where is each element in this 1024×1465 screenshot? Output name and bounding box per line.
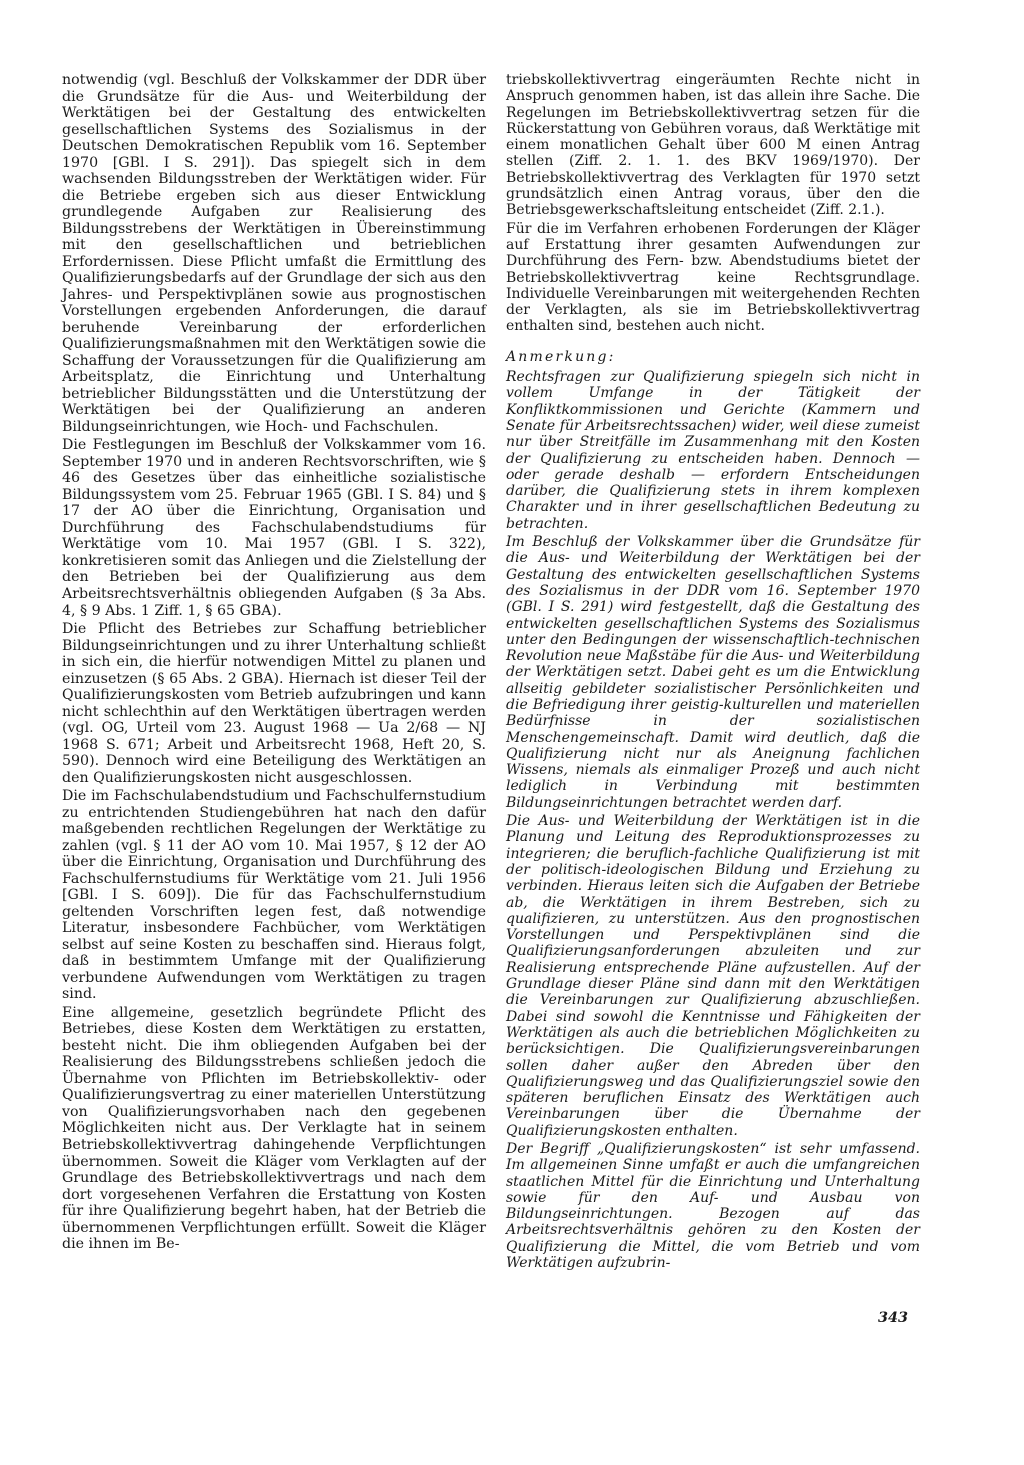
annotation-paragraph: Der Begriff „Qualifizierungskosten“ ist sehr umfassend. Im allgemeinen Sinne umfaßt er auch die umfangreichen staatlichen Mittel für die Einrichtung und Unterhaltung sowie für den Auf- und Ausbau von Bildungseinrichtungen. Bezogen auf das Arbeitsrechtsverhältnis gehören zu den Kosten der Qualifizierung die Mittel, die vom Betrieb und vom Werktätigen aufzubrin- <box>506 1141 920 1272</box>
paragraph: Die Pflicht des Betriebes zur Schaffung betrieblicher Bildungseinrichtungen und zu ihrer Unterhaltung schließt in sich ein, die hierfür notwendigen Mittel zu planen und einzusetzen (§ 65 Abs. 2 GBA). Hiernach ist dieser Teil der Qualifizierungskosten vom Betrieb aufzubringen und kann nicht schlechthin auf den Werktätigen übertragen werden (vgl. OG, Urteil vom 23. August 1968 — Ua 2/68 — NJ 1968 S. 671; Arbeit und Arbeitsrecht 1968, Heft 20, S. 590). Dennoch wird eine Beteiligung des Werktätigen an den Qualifizierungskosten nicht ausgeschlossen. <box>62 621 486 786</box>
annotation-heading: Anmerkung: <box>506 348 616 365</box>
right-column <box>506 72 920 1273</box>
annotation-paragraph: Die Aus- und Weiterbildung der Werktätigen ist in die Planung und Leitung des Reproduktionsprozesses zu integrieren; die beruflich-fachliche Qualifizierung ist mit der politisch-ideologischen Bildung und Erziehung zu verbinden. Hieraus leiten sich die Aufgaben der Betriebe ab, die Werktätigen in ihrem Bestreben, sich zu qualifizieren, zu unterstützen. Aus den prognostischen Vorstellungen und Perspektivplänen sind die Qualifizierungsanforderungen abzuleiten und zur Realisierung entsprechende Pläne aufzustellen. Auf der Grundlage dieser Pläne sind dann mit den Werktätigen die Vereinbarungen zur Qualifizierung abzuschließen. Dabei sind sowohl die Kenntnisse und Fähigkeiten der Werktätigen als auch die betrieblichen Möglichkeiten zu berücksichtigen. Die Qualifizierungsvereinbarungen sollen daher außer den Abreden über den Qualifizierungsweg und das Qualifizierungsziel sowie den späteren beruflichen Einsatz des Werktätigen auch Vereinbarungen über die Übernahme der Qualifizierungskosten enthalten. <box>506 813 920 1139</box>
paragraph: Eine allgemeine, gesetzlich begründete Pflicht des Betriebes, diese Kosten dem Werktätigen zu erstatten, besteht nicht. Die ihm obliegenden Aufgaben bei der Realisierung des Bildungsstrebens schließen jedoch die Übernahme von Pflichten im Betriebskollektiv- oder Qualifizierungsvertrag zu einer materiellen Unterstützung von Qualifizierungsvorhaben nach den gegebenen Möglichkeiten nicht aus. Der Verklagte hat in seinem Betriebskollektivvertrag dahingehende Verpflichtungen übernommen. Soweit die Kläger vom Verklagten auf der Grundlage des Betriebskollektivvertrags und nach dem dort vorgesehenen Verfahren die Erstattung von Kosten für ihre Qualifizierung begehrt haben, hat der Betrieb die übernommenen Verpflichtungen erfüllt. Soweit die Kläger die ihnen im Be- <box>62 1004 486 1253</box>
annotation-paragraph: Im Beschluß der Volkskammer über die Grundsätze für die Aus- und Weiterbildung der Werktätigen bei der Gestaltung des entwickelten gesellschaftlichen Systems des Sozialismus in der DDR vom 16. September 1970 (GBl. I S. 291) wird festgestellt, daß die Gestaltung des entwickelten gesellschaftlichen Systems des Sozialismus unter den Bedingungen der wissenschaftlich-technischen Revolution neue Maßstäbe für die Aus- und Weiterbildung der Werktätigen setzt. Dabei geht es um die Entwicklung allseitig gebildeter sozialistischer Persönlichkeiten und die Befriedigung ihrer geistig-kulturellen und materiellen Bedürfnisse in der sozialistischen Menschengemeinschaft. Damit wird deutlich, daß die Qualifizierung nicht nur als Aneignung fachlichen Wissens, niemals als einmaliger Prozeß und auch nicht lediglich in Verbindung mit bestimmten Bildungseinrichtungen betrachtet werden darf. <box>506 534 920 811</box>
paragraph: Die Festlegungen im Beschluß der Volkskammer vom 16. September 1970 und in anderen Rechtsvorschriften, wie § 46 des Gesetzes über das einheitliche sozialistische Bildungssystem vom 25. Februar 1965 (GBl. I S. 84) und § 17 der AO über die Einrichtung, Organisation und Durchführung des Fachschulabendstudiums für Werktätige vom 10. Mai 1957 (GBl. I S. 322), konkretisieren somit das Anliegen und die Zielstellung der den Betrieben bei der Qualifizierung aus dem Arbeitsrechtsverhältnis obliegenden Aufgaben (§ 3a Abs. 4, § 9 Abs. 1 Ziff. 1, § 65 GBA). <box>62 437 486 619</box>
annotation-paragraph: Rechtsfragen zur Qualifizierung spiegeln sich nicht in vollem Umfange in der Tätigkeit der Konfliktkommissionen und Gerichte (Kammern und Senate für Arbeitsrechtssachen) wider, weil diese zumeist nur über Streitfälle im Zusammenhang mit den Kosten der Qualifizierung zu entscheiden haben. Dennoch — oder gerade deshalb — erfordern Entscheidungen darüber, die Qualifizierung stets in ihrem komplexen Charakter und in ihrer gesellschaftlichen Bedeutung zu betrachten. <box>506 369 920 532</box>
paragraph: triebskollektivvertrag eingeräumten Rechte nicht in Anspruch genommen haben, ist das allein ihre Sache. Die Regelungen im Betriebskollektivvertrag setzen für die Rückerstattung von Gebühren voraus, daß Werktätige mit einem monatlichen Gehalt über 600 M einen Antrag stellen (Ziff. 2. 1. 1. des BKV 1969/1970). Der Betriebskollektivvertrag des Verklagten für 1970 setzt grundsätzlich einen Antrag voraus, über den die Betriebsgewerkschaftsleitung entscheidet (Ziff. 2.1.). <box>506 72 920 219</box>
page-number: 343 <box>878 1309 909 1326</box>
left-column <box>62 72 486 1255</box>
paragraph: Die im Fachschulabendstudium und Fachschulfernstudium zu entrichtenden Studiengebühren hat nach den dafür maßgebenden rechtlichen Regelungen der Werktätige zu zahlen (vgl. § 11 der AO vom 10. Mai 1957, § 12 der AO über die Einrichtung, Organisation und Durchführung des Fachschulfernstudiums für Werktätige vom 21. Juli 1956 [GBl. I S. 609]). Die für das Fachschulfernstudium geltenden Vorschriften legen fest, daß notwendige Literatur, insbesondere Fachbücher, vom Werktätigen selbst auf seine Kosten zu beschaffen sind. Hieraus folgt, daß in bestimmtem Umfange mit der Qualifizierung verbundene Aufwendungen vom Werktätigen zu tragen sind. <box>62 788 486 1003</box>
paragraph: notwendig (vgl. Beschluß der Volkskammer der DDR über die Grundsätze für die Aus- und Weiterbildung der Werktätigen bei der Gestaltung des entwickelten gesellschaftlichen Systems des Sozialismus in der Deutschen Demokratischen Republik vom 16. September 1970 [GBl. I S. 291]). Das spiegelt sich in dem wachsenden Bildungsstreben der Werktätigen wider. Für die Betriebe ergeben sich aus dieser Entwicklung grundlegende Aufgaben zur Realisierung des Bildungsstrebens der Werktätigen in Übereinstimmung mit den gesellschaftlichen und betrieblichen Erfordernissen. Diese Pflicht umfaßt die Ermittlung des Qualifizierungsbedarfs auf der Grundlage der sich aus den Jahres- und Perspektivplänen sowie aus prognostischen Vorstellungen ergebenden Anforderungen, die darauf beruhende Vereinbarung der erforderlichen Qualifizierungsmaßnahmen mit den Werktätigen sowie die Schaffung der Voraussetzungen für die Qualifizierung am Arbeitsplatz, die Einrichtung und Unterhaltung betrieblicher Bildungsstätten und die Unterstützung der Werktätigen bei der Qualifizierung an anderen Bildungseinrichtungen, wie Hoch- und Fachschulen. <box>62 72 486 435</box>
paragraph: Für die im Verfahren erhobenen Forderungen der Kläger auf Erstattung ihrer gesamten Aufwendungen zur Durchführung des Fern- bzw. Abendstudiums bietet der Betriebskollektivvertrag keine Rechtsgrundlage. Individuelle Vereinbarungen mit weitergehenden Rechten der Verklagten, als sie im Betriebskollektivvertrag enthalten sind, bestehen auch nicht. <box>506 220 920 335</box>
